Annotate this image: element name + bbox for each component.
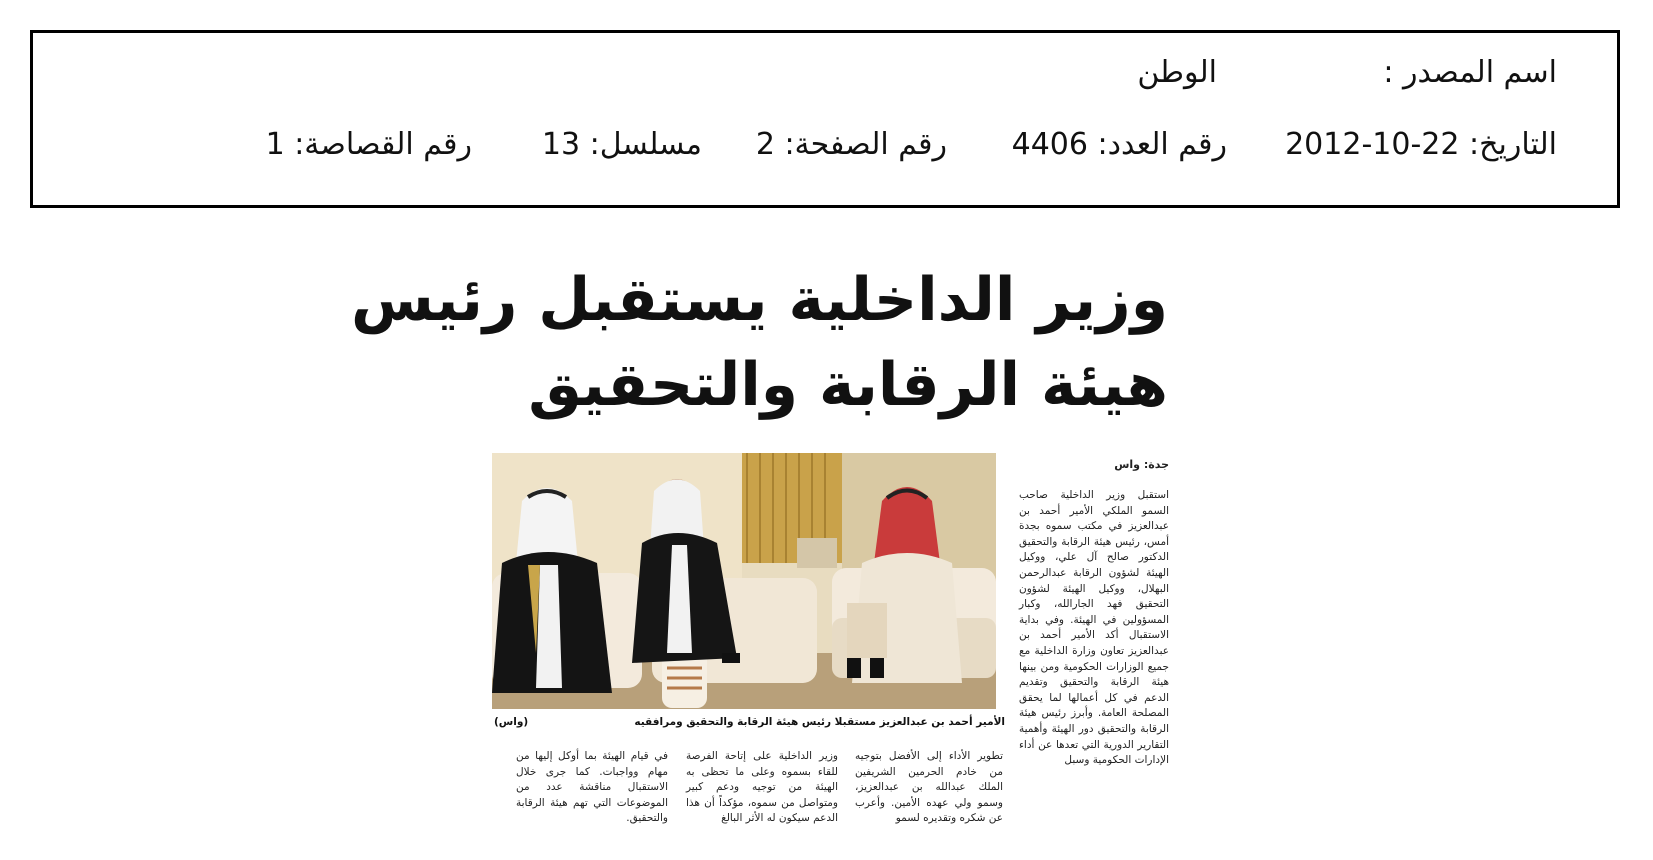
article-photo xyxy=(492,453,996,709)
article-column-3: وزير الداخلية على إتاحة الفرصة للقاء بسموه وعلى ما تحظى به الهيئة من توجيه ودعم كبير ومتواصل من سموه، مؤكداً أن هذا الدعم سيكون له الأثر البالغ xyxy=(686,750,838,825)
clipping-metadata-box xyxy=(30,30,1620,208)
article-column-2: تطوير الأداء إلى الأفضل بتوجيه من خادم الحرمين الشريفين الملك عبدالله بن عبدالعزيز، وسمو ولي عهده الأمين. وأعرب عن شكره وتقديره لسمو xyxy=(855,750,1003,825)
page-number-field: رقم الصفحة: 2 xyxy=(755,127,947,162)
serial-field: مسلسل: 13 xyxy=(541,127,702,162)
article-headline-line-1: وزير الداخلية يستقبل رئيس xyxy=(351,265,1168,335)
issue-number-field: رقم العدد: 4406 xyxy=(1011,127,1227,162)
article-dateline: جدة: واس xyxy=(1114,458,1169,471)
clipping-number-field: رقم القصاصة: 1 xyxy=(265,127,472,162)
date-field: التاريخ: 22-10-2012 xyxy=(1285,127,1557,162)
article-column-4: في قيام الهيئة بما أوكل إليها من مهام وواجبات. كما جرى خلال الاستقبال مناقشة عدد من الموضوعات التي تهم هيئة الرقابة والتحقيق. xyxy=(516,750,668,825)
photo-credit: (واس) xyxy=(494,716,529,728)
article-headline-line-2: هيئة الرقابة والتحقيق xyxy=(528,350,1168,420)
article-column-1: استقبل وزير الداخلية صاحب السمو الملكي الأمير أحمد بن عبدالعزيز في مكتب سموه بجدة أمس، رئيس هيئة الرقابة والتحقيق الدكتور صالح آل علي، ووكيل الهيئة لشؤون الرقابة عبدالرحمن البهلال، ووكيل الهيئة لشؤون التحقيق فهد الجارالله، وكبار المسؤولين في الهيئة. وفي بداية الاستقبال أكد الأمير أحمد بن عبدالعزيز تعاون وزارة الداخلية مع جميع الوزارات الحكومية ومن بينها هيئة الرقابة والتحقيق وتقديم الدعم في كل أعمالها لما يحقق المصلحة العامة. وأبرز رئيس هيئة الرقابة والتحقيق دور الهيئة وأهمية التقارير الدورية التي تعدها عن أداء الإدارات الحكومية وسبل xyxy=(1019,489,1169,767)
photo-caption: الأمير أحمد بن عبدالعزيز مستقبلا رئيس هيئة الرقابة والتحقيق ومرافقيه xyxy=(634,716,1005,728)
source-value: الوطن xyxy=(1137,55,1217,90)
source-label: اسم المصدر : xyxy=(1383,55,1557,90)
